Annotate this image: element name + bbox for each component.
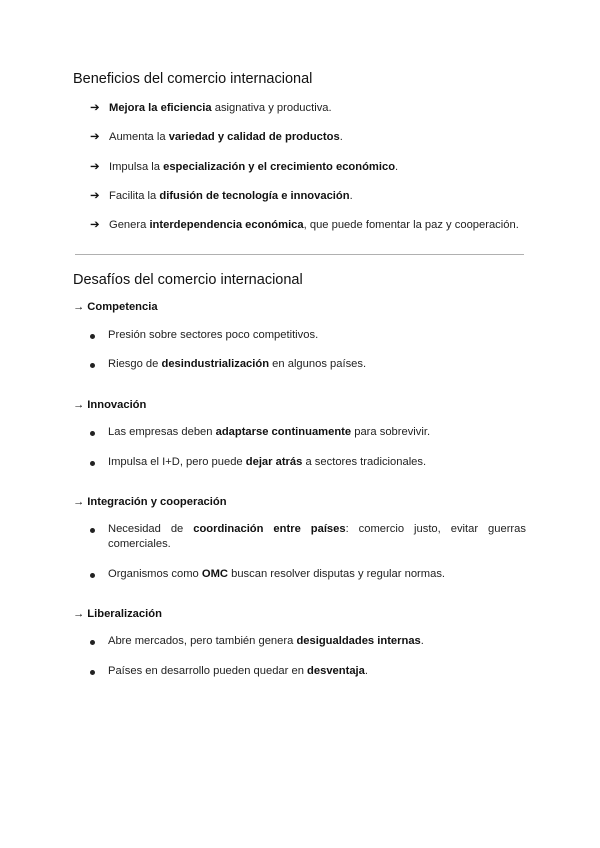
list-item: Las empresas deben adaptarse continuamente para sobrevivir. — [90, 425, 526, 440]
beneficio-item: ➔ Facilita la difusión de tecnología e innovación. — [90, 190, 353, 202]
subheading-liberalizacion: → Liberalización — [73, 608, 162, 620]
arrow-icon: ➔ — [90, 219, 100, 231]
bullet-icon — [90, 461, 95, 466]
bullet-icon — [90, 528, 95, 533]
list-item: Abre mercados, pero también genera desigualdades internas. — [90, 634, 526, 649]
beneficio-item: ➔ Aumenta la variedad y calidad de productos. — [90, 131, 343, 143]
arrow-icon: ➔ — [90, 161, 100, 173]
bullet-icon — [90, 363, 95, 368]
subheading-integracion: → Integración y cooperación — [73, 496, 227, 508]
subheading-innovacion: → Innovación — [73, 399, 147, 411]
list-item: Organismos como OMC buscan resolver disputas y regular normas. — [90, 567, 526, 582]
section-title-desafios: Desafíos del comercio internacional — [73, 272, 303, 288]
bullet-icon — [90, 334, 95, 339]
beneficio-item: ➔ Mejora la eficiencia asignativa y productiva. — [90, 102, 332, 114]
list-item: Impulsa el I+D, pero puede dejar atrás a sectores tradicionales. — [90, 455, 526, 470]
section-title-beneficios: Beneficios del comercio internacional — [73, 71, 313, 87]
beneficio-item: ➔ Genera interdependencia económica, que puede fomentar la paz y cooperación. — [90, 219, 519, 231]
bullet-icon — [90, 573, 95, 578]
bullet-icon — [90, 431, 95, 436]
subheading-competencia: → Competencia — [73, 301, 158, 313]
list-item: Necesidad de coordinación entre países: comercio justo, evitar guerras comerciales. — [90, 522, 526, 552]
arrow-icon: ➔ — [90, 131, 100, 143]
horizontal-divider — [75, 254, 524, 255]
arrow-icon: ➔ — [90, 190, 100, 202]
beneficio-item: ➔ Impulsa la especialización y el crecimiento económico. — [90, 161, 399, 173]
list-item: Países en desarrollo pueden quedar en desventaja. — [90, 664, 526, 679]
bullet-icon — [90, 640, 95, 645]
list-item: Presión sobre sectores poco competitivos. — [90, 328, 526, 343]
bullet-icon — [90, 670, 95, 675]
list-item: Riesgo de desindustrialización en algunos países. — [90, 357, 526, 372]
arrow-icon: ➔ — [90, 102, 100, 114]
